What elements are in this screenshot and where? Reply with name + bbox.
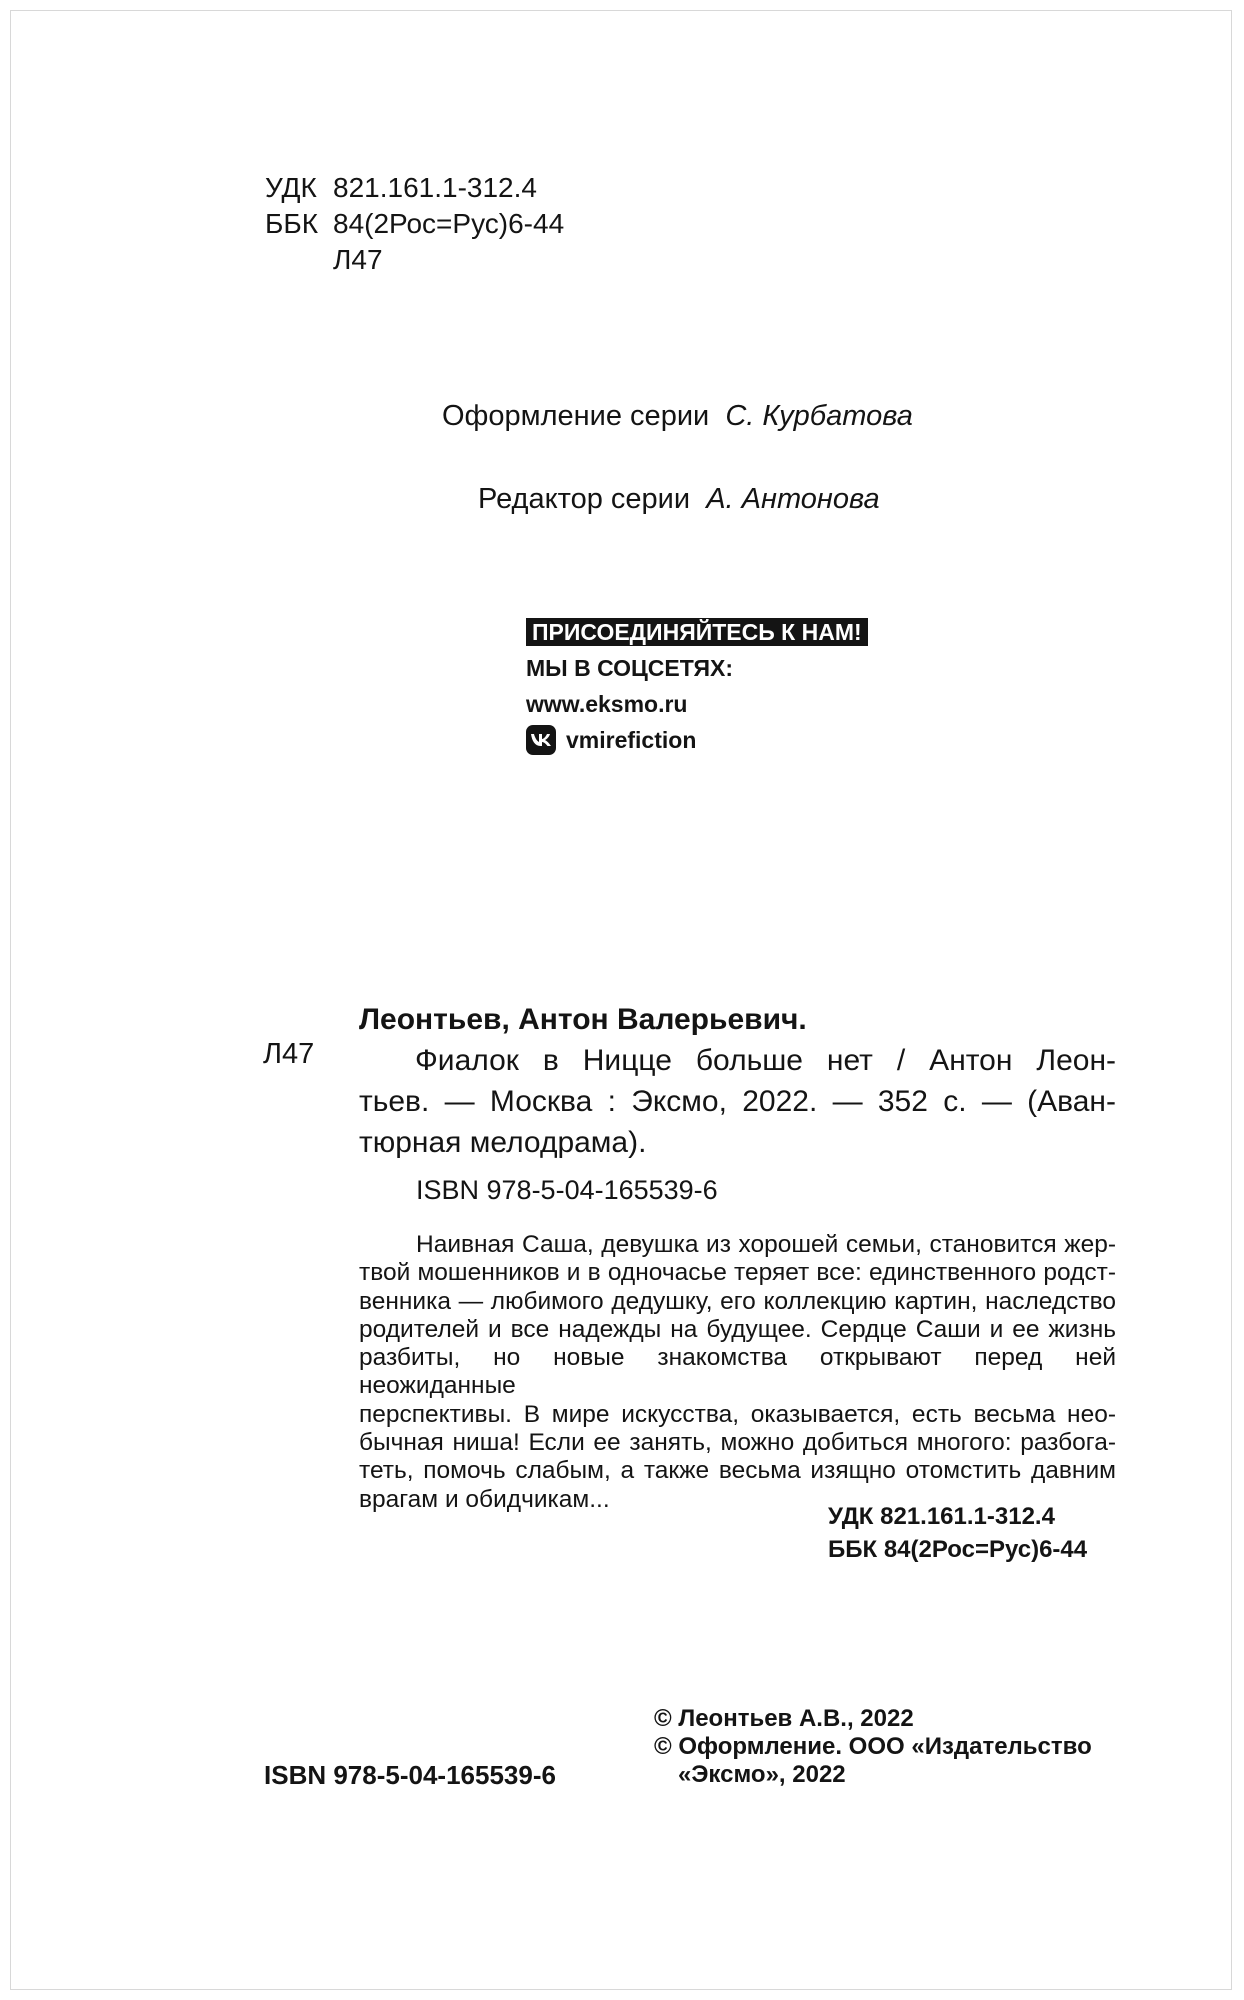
copyright-block: [654, 1705, 1092, 1789]
annotation: [359, 1231, 1116, 1514]
isbn-footer: ISBN 978-5-04-165539-6: [264, 1760, 556, 1790]
udk-value: 821.161.1-312.4: [333, 172, 537, 203]
annotation-line: разбиты, но новые знакомства открывают перед ней неожиданные: [359, 1344, 1116, 1400]
vk-link[interactable]: [526, 722, 868, 758]
vk-icon: [526, 725, 556, 755]
annotation-line: перспективы. В мире искусства, оказывается, есть весьма нео-: [359, 1400, 1116, 1428]
annotation-line: врагам и обидчикам...: [359, 1485, 610, 1513]
bibliographic-record: [359, 999, 1116, 1163]
editor-label: Редактор серии: [478, 483, 691, 515]
bib-line: тьев. — Москва : Эксмо, 2022. — 352 с. — (Аван-: [359, 1085, 1116, 1118]
author-code-margin: Л47: [263, 1038, 315, 1070]
udk-row: [265, 170, 564, 206]
editor-name: А. Антонова: [706, 483, 880, 515]
social-networks-label: МЫ В СОЦСЕТЯХ:: [526, 655, 734, 681]
book-author: Леонтьев, Антон Валерьевич.: [359, 1003, 807, 1036]
udk-label: УДК: [265, 172, 317, 203]
copyright-design-cont: «Эксмо», 2022: [678, 1761, 846, 1788]
annotation-line: бычная ниша! Если ее занять, можно добиться многого: разбога-: [359, 1429, 1116, 1457]
bbk-value: 84(2Рос=Рус)6-44: [333, 208, 565, 239]
copyright-design: © Оформление. ООО «Издательство: [654, 1733, 1092, 1760]
website-link[interactable]: www.eksmo.ru: [526, 691, 688, 717]
bbk-label: ББК: [265, 208, 319, 239]
join-banner: ПРИСОЕДИНЯЙТЕСЬ К НАМ!: [526, 618, 868, 646]
isbn-record: ISBN 978-5-04-165539-6: [416, 1175, 718, 1205]
annotation-line: твой мошенников и в одночасье теряет все: единственного родст-: [359, 1259, 1116, 1287]
social-block: [526, 614, 868, 758]
design-name: С. Курбатова: [725, 400, 913, 432]
series-editor-credit: [478, 483, 880, 516]
vk-handle: vmirefiction: [566, 727, 697, 753]
annotation-line: венника — любимого дедушку, его коллекцию картин, наследство: [359, 1287, 1116, 1315]
bib-line: тюрная мелодрама).: [359, 1126, 647, 1159]
annotation-line: родителей и все надежды на будущее. Сердце Саши и ее жизнь: [359, 1315, 1116, 1343]
bbk-code: ББК 84(2Рос=Рус)6-44: [828, 1536, 1088, 1563]
author-code-row: [265, 242, 564, 278]
design-label: Оформление серии: [442, 400, 710, 432]
udk-code: УДК 821.161.1-312.4: [828, 1503, 1055, 1530]
annotation-line: теть, помочь слабым, а также весьма изящно отомстить давним: [359, 1457, 1116, 1485]
bib-line: Фиалок в Ницце больше нет / Антон Леон-: [415, 1044, 1116, 1077]
author-code-top: Л47: [333, 244, 383, 275]
bbk-row: [265, 206, 564, 242]
annotation-line: Наивная Саша, девушка из хорошей семьи, становится жер-: [416, 1231, 1116, 1258]
series-design-credit: [442, 400, 913, 433]
catalog-block: [265, 170, 564, 278]
copyright-author: © Леонтьев А.В., 2022: [654, 1705, 914, 1732]
classification-codes: [828, 1500, 1087, 1566]
